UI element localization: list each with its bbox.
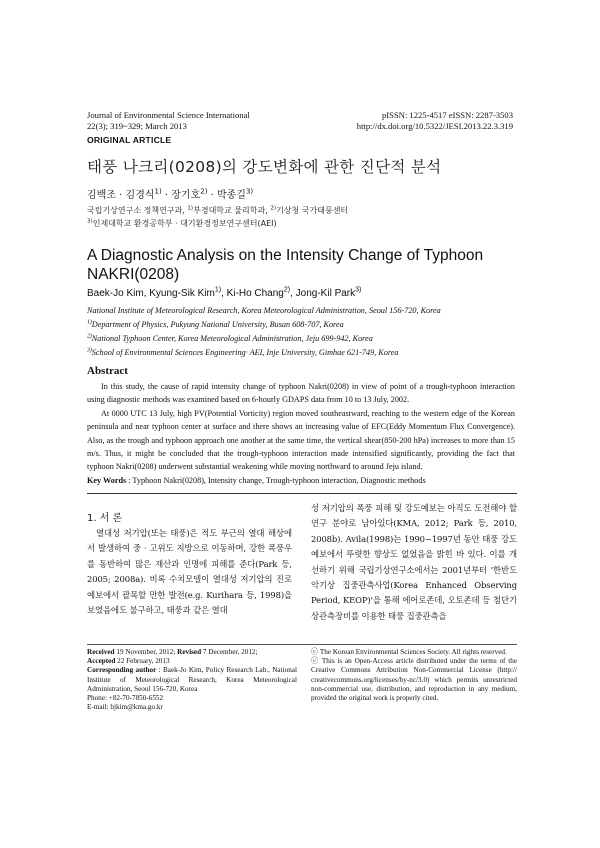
body-paragraph-left: 열대성 저기압(또는 태풍)은 적도 부근의 열대 해상에서 발생하여 중 · 고위도 지방으로 이동하며, 강한 폭풍우를 동반하여 많은 재산과 인명에 피해를 준다(Park 등, 2005; 2008a). 비록 수치모델이 열대성 저기압의 진로예보에서 괄목할 만한 발전(e.g. Kurihara 등, 1998)을 보였음에도 불구하고, 태풍과 같은 열대 xyxy=(87,528,292,616)
issn: pISSN: 1225-4517 eISSN: 2287-3503 xyxy=(381,110,513,120)
email-link[interactable]: E-mail: bjkim@kma.go.kr xyxy=(87,703,163,712)
doi-link[interactable]: http://dx.doi.org/10.5322/JESI.2013.22.3.319 xyxy=(356,121,513,131)
revised-label: Revised xyxy=(177,648,202,656)
author-en-1: Baek-Jo Kim, xyxy=(87,288,150,299)
body-paragraph-right: 성 저기압의 폭풍 피해 및 강도예보는 아직도 도전해야 할 연구 분야로 남아있다(KMA, 2012; Park 등, 2010, 2008b). Avila(1998)는 1990~1997년 동안 태풍 강도예보에서 뚜렷한 향상도 없었음을 밝힌 바 있다. 이를 개선하기 위해 국립기상연구소에서는 2001년부터 '한반도 악기상 집중관측사업(Korea Enhanced Observing Period, KEOP)'을 통해 에어로존데, 오토존데 등 첨단기상관측장비를 이용한 태풍 집중관측을 xyxy=(311,503,517,621)
english-authors xyxy=(87,288,361,299)
author-sup: 2) xyxy=(200,187,208,196)
author-ko-4: 박종길 xyxy=(216,190,246,201)
journal-header xyxy=(87,110,250,132)
accepted-line xyxy=(87,657,297,666)
author-sup: 2) xyxy=(283,286,291,294)
author-ko-2: 김경식 xyxy=(125,190,155,201)
affil-text: 국립기상연구소 정책연구과, xyxy=(87,206,188,215)
english-title: A Diagnostic Analysis on the Intensity Change of Typhoon NAKRI(0208) xyxy=(87,247,484,283)
affil-text: 인제대학교 환경공학부 · 대기환경정보연구센터(AEI) xyxy=(92,219,277,228)
affil-text: 기상청 국가태풍센터 xyxy=(276,206,349,215)
abstract-paragraph-1: In this study, the cause of rapid intensity change of typhoon Nakri(0208) in view of point of a trough-typhoon interaction using diagnostic methods was examined based on 6-hourly GDAPS data from 10 to 13 July, 2002. xyxy=(87,382,515,405)
revised-date: 7 December, 2012; xyxy=(201,648,258,656)
section-1-right-column xyxy=(311,501,517,624)
affil-sup: 2) xyxy=(87,333,92,340)
abstract-paragraph-2: At 0000 UTC 13 July, high PV(Potential Vorticity) region moved southeastward, reaching to the western edge of the Korean peninsula and near typhoon center at surface and there shows an increasing value of EFC(Eddy Momentum Flux Convergence). Also, as the trough and typhoon approach one another at the same time, the vertical shear(850-200 hPa) increases to more than 15 m/s. Thus, it might be concluded that the trough-typhoon interaction made intensified significantly, providing the fact that typhoon Nakri(0208) underwent substantial weakening while moving northward to around Jeju island. xyxy=(87,408,515,472)
affil-text: National Institute of Meteorological Research, Korea Meteorological Administration, Seoul 156-720, Korea xyxy=(87,306,441,315)
affiliation-en-2 xyxy=(87,332,441,346)
affil-text: 부경대학교 물리학과, xyxy=(193,206,271,215)
section-1-left-column xyxy=(87,526,292,618)
keywords-label: Key Words xyxy=(87,476,127,485)
keywords-text: : Typhoon Nakri(0208), Intensity change, Trough-typhoon interaction, Diagnostic methods xyxy=(126,476,426,485)
affiliation-en-1 xyxy=(87,318,441,332)
article-type: ORIGINAL ARTICLE xyxy=(87,135,172,145)
footnote-left xyxy=(87,648,297,712)
affil-sup: 3) xyxy=(87,347,92,354)
journal-name: Journal of Environmental Science International xyxy=(87,110,250,120)
affil-text: School of Environmental Sciences Engineering· AEI, Inje University, Gimhae 621-749, Korea xyxy=(91,348,399,357)
author-en-2: Kyung-Sik Kim xyxy=(149,288,215,299)
corresponding-label: Corresponding author xyxy=(87,666,157,675)
affil-sup: 2) xyxy=(270,205,277,212)
license-notice: ⓒ This is an Open-Access article distributed under the terms of the Creative Commons Attribution Non-Commercial License (http:// creativecommons.org/licenses/by-nc/3.0) which permits unrestricted non-commercial use, distribution, and reproduction in any medium, provided the original work is properly cited. xyxy=(311,657,517,703)
corresponding-author xyxy=(87,666,297,694)
footnote-divider xyxy=(87,644,517,645)
korean-title: 태풍 나크리(0208)의 강도변화에 관한 진단적 분석 xyxy=(87,158,442,176)
issn-block xyxy=(357,110,513,132)
korean-authors xyxy=(87,186,253,201)
affil-sup: 1) xyxy=(87,319,92,326)
author-sup: 1) xyxy=(214,286,222,294)
affil-sup: 3) xyxy=(87,218,93,225)
affil-text: National Typhoon Center, Korea Meteorological Administration, Jeju 699-942, Korea xyxy=(91,334,373,343)
keywords xyxy=(87,476,517,485)
accepted-label: Accepted xyxy=(87,657,116,666)
author-en-3: , Ki-Ho Chang xyxy=(221,288,284,299)
abstract-body xyxy=(87,380,515,474)
affil-text: Department of Physics, Pukyung National University, Busan 608-707, Korea xyxy=(91,320,344,329)
received-label: Received xyxy=(87,648,115,656)
section-1-heading: 1. 서 론 xyxy=(87,513,123,524)
author-sup: 1) xyxy=(154,187,162,196)
author-separator: · xyxy=(161,190,172,201)
journal-issue: 22(3); 319~329; March 2013 xyxy=(87,121,187,131)
affil-sup: 1) xyxy=(187,205,194,212)
copyright-notice: ⓒ The Korean Environmental Sciences Society. All rights reserved. xyxy=(311,648,507,656)
author-sup: 3) xyxy=(245,187,254,196)
affiliation-en-0 xyxy=(87,304,441,318)
section-divider xyxy=(87,493,517,494)
korean-affiliations xyxy=(87,204,348,230)
affiliation-en-3 xyxy=(87,346,441,360)
author-ko-1: 김백조 xyxy=(87,190,116,201)
phone: Phone: +82-70-7850-6552 xyxy=(87,694,164,703)
author-separator: · xyxy=(207,190,217,201)
english-affiliations xyxy=(87,304,441,360)
accepted-date: 22 February, 2013 xyxy=(115,657,170,666)
footnote-right xyxy=(311,648,517,703)
author-en-4: , Jong-Kil Park xyxy=(290,288,356,299)
abstract-heading: Abstract xyxy=(87,365,128,377)
author-separator: · xyxy=(115,190,126,201)
author-sup: 3) xyxy=(355,286,362,294)
received-line xyxy=(87,648,297,657)
author-ko-3: 장기호 xyxy=(171,190,201,201)
korean-affiliation-line1 xyxy=(87,204,348,217)
korean-affiliation-line2 xyxy=(87,217,348,230)
corresponding-text: : Baek-Jo Kim, Policy Research Lab., National Institute of Meteorological Research, Korea Meteorological Administration, Seoul 156-720, Korea xyxy=(87,666,297,693)
received-date: 19 November, 2012; xyxy=(114,648,178,656)
